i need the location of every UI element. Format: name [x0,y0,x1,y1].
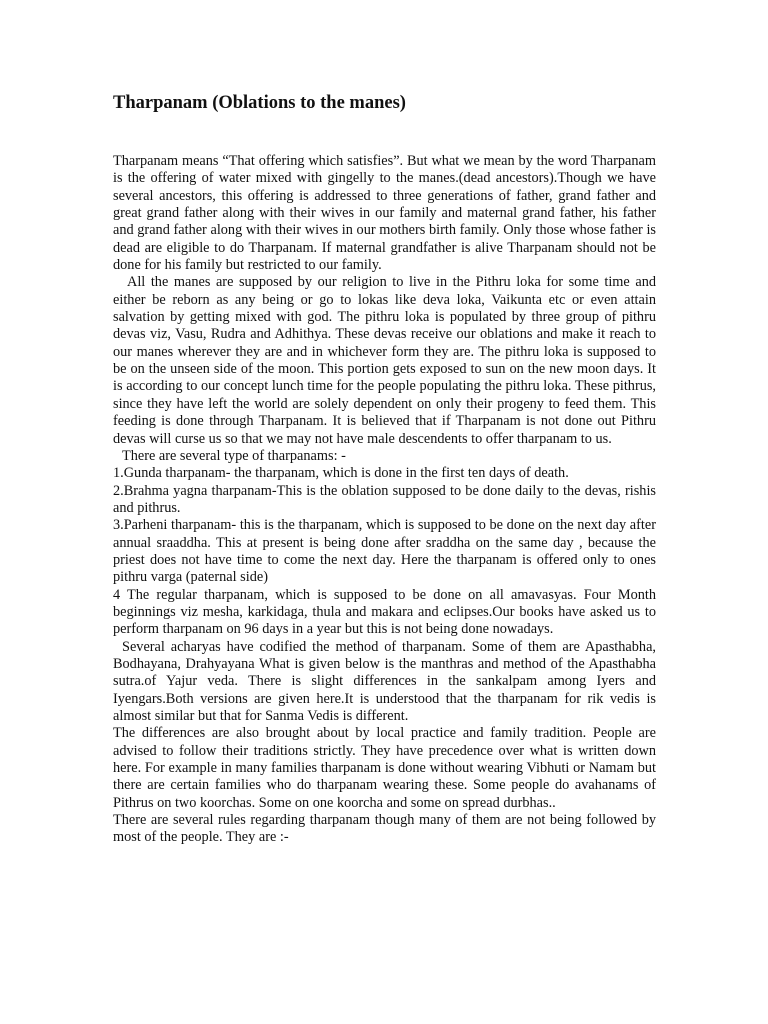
paragraph-types-intro: There are several type of tharpanams: - [122,447,346,464]
list-item-regular-tharpanam: 4 The regular tharpanam, which is supposed to be done on all amavasyas. Four Month beginnings viz mesha, karkidaga, thula and makara and eclipses.Our books have asked us to perform tharpanam on 96 days in a year but this is not being done nowadays. [113,586,656,638]
page-title: Tharpanam (Oblations to the manes) [113,93,406,113]
paragraph-pithru-loka: All the manes are supposed by our religion to live in the Pithru loka for some time and either be reborn as any being or go to lokas like deva loka, Vaikunta etc or even attain salvation by getting mixed with god. The pithru loka is populated by three group of pithru devas viz, Vasu, Rudra and Adhithya. These devas receive our oblations and make it reach to our manes wherever they are and in whichever form they are. The pithru loka is supposed to be on the unseen side of the moon. This portion gets exposed to sun on the new moon days. It is according to our concept lunch time for the people populating the pithru loka. These pithrus, since they have left the world are solely dependent on only their progeny to feed them. This feeding is done through Tharpanam. It is believed that if Tharpanam is not done out Pithru devas will curse us so that we may not have male descendents to offer tharpanam to us. [113,274,656,447]
list-item-gunda-tharpanam: 1.Gunda tharpanam- the tharpanam, which is done in the first ten days of death. [113,465,569,482]
paragraph-differences: The differences are also brought about by local practice and family tradition. People are advised to follow their traditions strictly. They have precedence over what is written down here. For example in many families tharpanam is done without wearing Vibhuti or Namam but there are certain families who do tharpanam wearing these. Some people do avahanams of Pithrus on two koorchas. Some on one koorcha and some on spread durbhas.. [113,725,656,811]
list-item-parheni-tharpanam: 3.Parheni tharpanam- this is the tharpanam, which is supposed to be done on the next day after annual sraaddha. This at present is being done after sraddha on the same day , because the priest does not have time to come the next day. Here the tharpanam is offered only to ones pithru varga (paternal side) [113,517,656,586]
document-body [113,153,656,847]
paragraph-acharyas: Several acharyas have codified the method of tharpanam. Some of them are Apasthabha, Bodhayana, Drahyayana What is given below is the manthras and method of the Apasthabha sutra.of Yajur veda. There is slight differences in the sankalpam among Iyers and Iyengars.Both versions are given here.It is understood that the tharpanam for rik vedis is almost similar but that for Sanma Vedis is different. [113,638,656,724]
paragraph-intro: Tharpanam means “That offering which satisfies”. But what we mean by the word Tharpanam is the offering of water mixed with gingelly to the manes.(dead ancestors).Though we have several ancestors, this offering is addressed to three generations of father, grand father and great grand father along with their wives in our family and maternal grand father, his father and grand father along with their wives in our mothers birth family. Only those whose father is dead are eligible to do Tharpanam. If maternal grandfather is alive Tharpanam should not be done for his family but restricted to our family. [113,153,656,274]
paragraph-rules: There are several rules regarding tharpanam though many of them are not being followed by most of the people. They are :- [113,812,656,846]
list-item-brahma-yagna-tharpanam: 2.Brahma yagna tharpanam-This is the oblation supposed to be done daily to the devas, rishis and pithrus. [113,482,656,516]
